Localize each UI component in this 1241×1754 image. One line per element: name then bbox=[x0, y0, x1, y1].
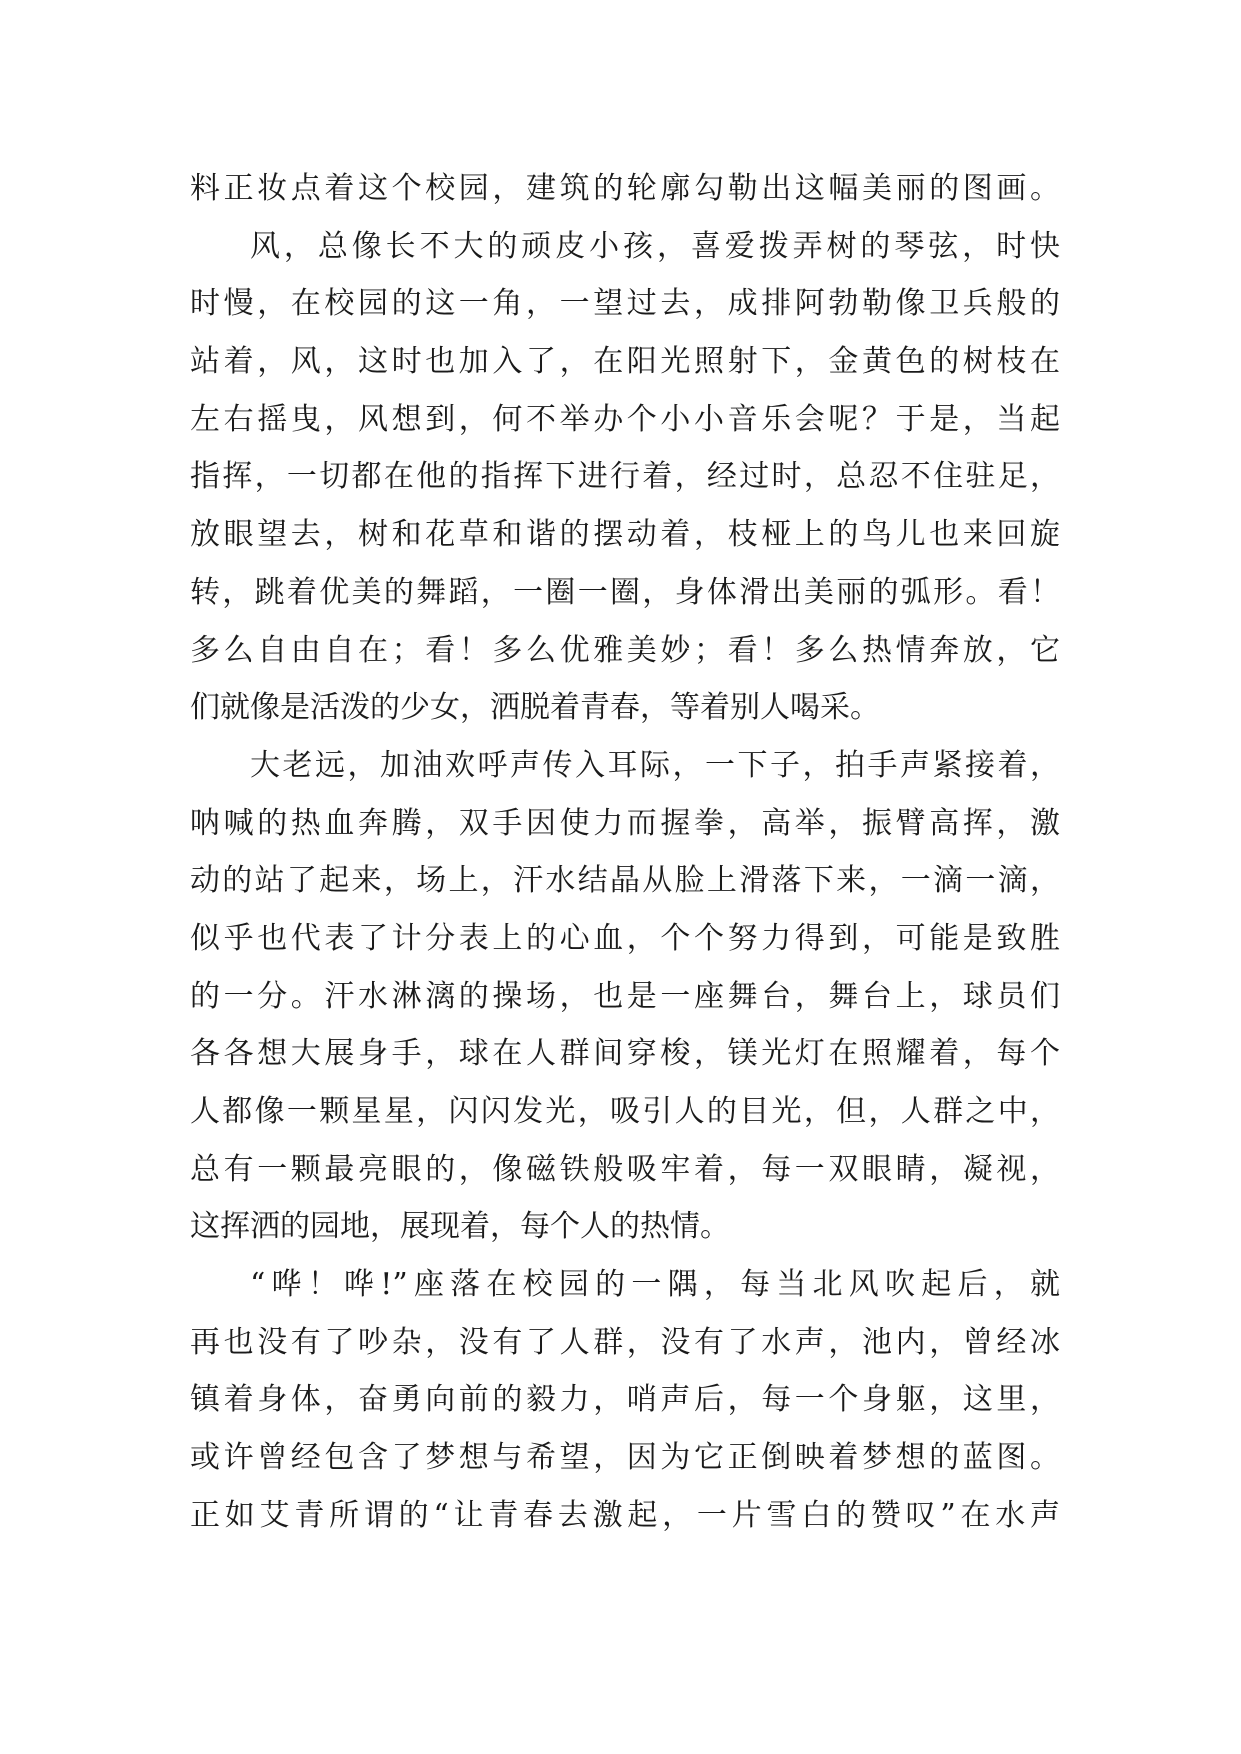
text-line: 呐喊的热血奔腾，双手因使力而握拳，高举，振臂高挥，激 bbox=[190, 805, 1060, 841]
paragraph-first-line: 大老远，加油欢呼声传入耳际，一下子，拍手声紧接着， bbox=[250, 747, 1060, 783]
paragraph-first-line: “哗！哗!”座落在校园的一隅，每当北风吹起后，就 bbox=[250, 1267, 1060, 1303]
text-line: 这挥洒的园地，展现着，每个人的热情。 bbox=[190, 1209, 730, 1245]
text-line: 们就像是活泼的少女，洒脱着青春，等着别人喝采。 bbox=[190, 690, 880, 726]
text-line: 时慢，在校园的这一角，一望过去，成排阿勃勒像卫兵般的 bbox=[190, 286, 1060, 322]
text-line: 动的站了起来，场上，汗水结晶从脸上滑落下来，一滴一滴， bbox=[190, 863, 1060, 899]
text-line: 站着，风，这时也加入了，在阳光照射下，金黄色的树枝在 bbox=[190, 344, 1060, 380]
text-line: 或许曾经包含了梦想与希望，因为它正倒映着梦想的蓝图。 bbox=[190, 1440, 1060, 1476]
text-line: 左右摇曳，风想到，何不举办个小小音乐会呢？于是，当起 bbox=[190, 401, 1060, 437]
paragraph-first-line: 风，总像长不大的顽皮小孩，喜爱拨弄树的琴弦，时快 bbox=[250, 228, 1060, 264]
text-line: 各各想大展身手，球在人群间穿梭，镁光灯在照耀着，每个 bbox=[190, 1036, 1060, 1072]
text-line: 总有一颗最亮眼的，像磁铁般吸牢着，每一双眼睛，凝视， bbox=[190, 1151, 1060, 1187]
text-line: 再也没有了吵杂，没有了人群，没有了水声，池内，曾经冰 bbox=[190, 1324, 1060, 1360]
text-line: 镇着身体，奋勇向前的毅力，哨声后，每一个身躯，这里， bbox=[190, 1382, 1060, 1418]
text-line: 料正妆点着这个校园，建筑的轮廓勾勒出这幅美丽的图画。 bbox=[190, 171, 1060, 206]
text-line: 似乎也代表了计分表上的心血，个个努力得到，可能是致胜 bbox=[190, 920, 1060, 956]
text-line: 放眼望去，树和花草和谐的摆动着，枝桠上的鸟儿也来回旋 bbox=[190, 517, 1060, 553]
text-line: 多么自由自在；看！多么优雅美妙；看！多么热情奔放，它 bbox=[190, 632, 1060, 668]
text-line: 指挥，一切都在他的指挥下进行着，经过时，总忍不住驻足， bbox=[190, 459, 1060, 495]
text-line: 的一分。汗水淋漓的操场，也是一座舞台，舞台上，球员们 bbox=[190, 978, 1060, 1014]
body-text bbox=[190, 160, 1060, 1545]
text-line: 正如艾青所谓的“让青春去激起，一片雪白的赞叹”在水声 bbox=[190, 1497, 1060, 1533]
text-line: 转，跳着优美的舞蹈，一圈一圈，身体滑出美丽的弧形。看！ bbox=[190, 574, 1060, 610]
text-line: 人都像一颗星星，闪闪发光，吸引人的目光，但，人群之中， bbox=[190, 1094, 1060, 1129]
